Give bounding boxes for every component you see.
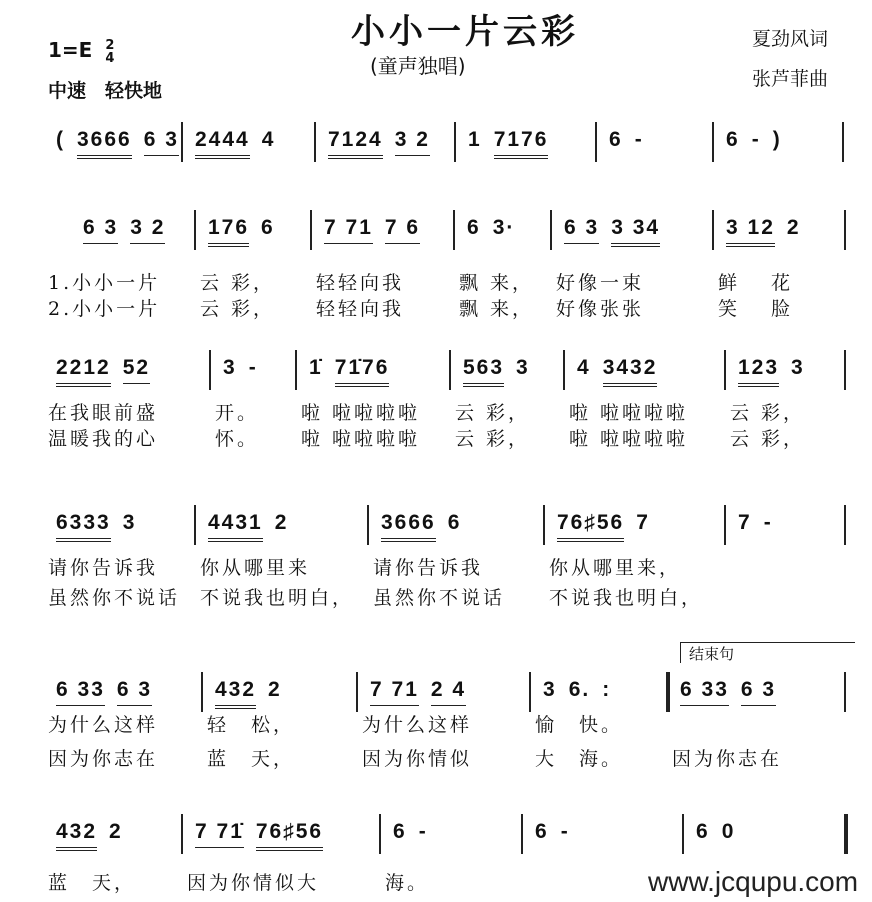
note-group: 52	[123, 356, 150, 384]
note-group: -	[634, 128, 644, 151]
measure	[362, 678, 535, 770]
lyric-verse-2: 因为你志在	[672, 748, 783, 770]
note-group: 563	[463, 356, 504, 387]
lyric-verse-2: 云 彩，	[730, 428, 806, 450]
measure	[200, 511, 373, 609]
lyric-verse-2: 飘 来，	[459, 298, 535, 320]
note-group: 2 4	[431, 678, 466, 706]
notes	[56, 820, 135, 851]
note-group: 432	[56, 820, 97, 851]
notes	[609, 128, 656, 155]
notes	[328, 128, 442, 159]
barline	[724, 350, 726, 390]
note-group: 76♯56	[557, 511, 624, 542]
lyric-verse-1: 轻轻向我	[316, 272, 405, 294]
note-group: 2	[268, 678, 282, 701]
note-group: 6	[467, 216, 481, 239]
lyric-verse-1: 蓝 天，	[48, 872, 137, 894]
staff-system	[0, 128, 872, 168]
notes	[208, 511, 300, 542]
measure	[48, 678, 207, 770]
notes	[726, 216, 813, 247]
notes	[463, 356, 542, 387]
performance-note: (童声独唱)	[370, 54, 466, 78]
measure	[569, 356, 730, 450]
measure	[535, 678, 672, 770]
barline	[194, 505, 196, 545]
measure	[455, 356, 569, 450]
lyric-verse-1: 啦 啦啦啦啦	[301, 402, 421, 424]
notes	[195, 820, 335, 851]
barline	[453, 210, 455, 250]
lyric-verse-1: 1.小小一片	[48, 272, 161, 294]
notes	[215, 678, 294, 709]
notes	[56, 511, 148, 542]
note-group: 6 3	[741, 678, 776, 706]
note-group: 3 34	[611, 216, 660, 247]
measure	[215, 356, 301, 450]
lyric-verse-2: 虽然你不说话	[48, 587, 181, 609]
barline	[543, 505, 545, 545]
lyric-verse-2: 啦 啦啦啦啦	[569, 428, 689, 450]
barline	[310, 210, 312, 250]
barline	[367, 505, 369, 545]
note-group: 3	[543, 678, 557, 701]
note-group: 3	[122, 511, 137, 534]
staff-system	[0, 356, 872, 450]
note-group: 6	[261, 216, 275, 239]
barline	[844, 505, 846, 545]
barline	[563, 350, 565, 390]
note-group: 4	[261, 128, 276, 151]
note-group: 1	[468, 128, 482, 151]
notes	[195, 128, 287, 159]
barline	[201, 672, 203, 712]
note-group: 6 33	[680, 678, 729, 706]
lyric-verse-1: 你从哪里来，	[549, 557, 682, 579]
note-group: 4	[577, 356, 591, 379]
note-group: 7124	[328, 128, 383, 159]
notes	[680, 678, 788, 706]
barline	[682, 814, 684, 854]
measure	[187, 820, 385, 894]
note-group: -	[763, 511, 773, 534]
composer-credit: 张芦菲曲	[752, 68, 829, 90]
staff-system	[0, 216, 872, 320]
measure	[672, 678, 850, 770]
barline	[449, 350, 451, 390]
barline	[844, 672, 846, 712]
lyric-verse-2: 因为你志在	[48, 748, 159, 770]
note-group: -	[248, 356, 258, 379]
note-group: 4431	[208, 511, 263, 542]
lyric-verse-1: 云 彩，	[730, 402, 806, 424]
note-group: 123	[738, 356, 779, 387]
lyric-verse-1: 愉 快。	[535, 714, 624, 736]
barline	[595, 122, 597, 162]
song-title: 小小一片云彩	[351, 12, 579, 52]
note-group: 7	[738, 511, 752, 534]
notes	[468, 128, 560, 159]
time-top: 2	[105, 37, 115, 53]
lyric-verse-2: 啦 啦啦啦啦	[301, 428, 421, 450]
notes	[696, 820, 747, 847]
lyric-verse-1: 因为你情似大	[187, 872, 320, 894]
barline	[181, 814, 183, 854]
lyric-verse-2: 虽然你不说话	[373, 587, 506, 609]
lyric-verse-1: 云 彩，	[200, 272, 276, 294]
note-group: 6	[393, 820, 407, 843]
measure	[730, 511, 850, 551]
lyric-verse-2: 蓝 天，	[207, 748, 296, 770]
final-barline	[844, 814, 848, 854]
measure	[373, 511, 549, 609]
note-group: 7 71̇	[195, 820, 244, 848]
note-group: 7176	[494, 128, 549, 159]
note-group: -	[751, 128, 761, 151]
lyric-verse-1: 开。	[215, 402, 260, 424]
tempo-marking: 中速 轻快地	[48, 80, 163, 102]
watermark: www.jcqupu.com	[648, 866, 859, 897]
lyric-verse-1: 轻 松，	[207, 714, 296, 736]
notes	[56, 678, 164, 706]
measure	[48, 820, 187, 894]
barline	[844, 350, 846, 390]
staff-system	[0, 511, 872, 609]
lyric-verse-2: 云 彩，	[455, 428, 531, 450]
notes	[738, 356, 817, 387]
note-group: -	[418, 820, 428, 843]
barline	[550, 210, 552, 250]
lyric-verse-1: 啦 啦啦啦啦	[569, 402, 689, 424]
note-group: 3 12	[726, 216, 775, 247]
notes	[83, 216, 177, 244]
note-group: 3·	[492, 216, 516, 239]
note-group: 7	[636, 511, 650, 534]
lyric-verse-1: 请你告诉我	[373, 557, 484, 579]
key-label: 1=E	[48, 38, 93, 62]
notes	[208, 216, 287, 247]
measure	[187, 128, 320, 168]
note-group: 3 2	[130, 216, 165, 244]
measure	[556, 216, 718, 320]
notes	[535, 820, 582, 847]
note-group: 3666	[381, 511, 436, 542]
lyric-verse-1: 请你告诉我	[48, 557, 159, 579]
notes	[309, 356, 401, 387]
note-group: 7 71	[324, 216, 373, 244]
measure	[48, 128, 187, 168]
barline	[181, 122, 183, 162]
measure	[48, 356, 215, 450]
barline	[209, 350, 211, 390]
lyric-verse-1: 在我眼前盛	[48, 402, 159, 424]
barline	[521, 814, 523, 854]
note-group: 6 3	[144, 128, 179, 156]
note-group: 2444	[195, 128, 250, 159]
note-group: 6333	[56, 511, 111, 542]
note-group: 432	[215, 678, 256, 709]
measure	[730, 356, 850, 450]
repeat-barline	[666, 672, 670, 712]
barline	[842, 122, 844, 162]
measure	[200, 216, 316, 320]
lyric-verse-2: 怀。	[215, 428, 260, 450]
note-group: (	[56, 128, 65, 151]
lyric-verse-2: 大 海。	[535, 748, 624, 770]
measure	[688, 820, 850, 860]
lyric-verse-1: 为什么这样	[362, 714, 473, 736]
note-group: 3	[791, 356, 805, 379]
barline	[295, 350, 297, 390]
lyric-verse-1: 云 彩，	[455, 402, 531, 424]
note-group: 3	[516, 356, 530, 379]
staff-system	[0, 678, 872, 770]
lyric-verse-2: 不说我也明白，	[200, 587, 355, 609]
measure	[48, 511, 200, 609]
note-group: 7 6	[385, 216, 420, 244]
notes	[738, 511, 785, 538]
note-group: 3 2	[395, 128, 430, 156]
ending-label: 结束句	[689, 645, 735, 663]
note-group: 3	[223, 356, 237, 379]
notes	[56, 356, 162, 387]
lyric-verse-2: 好像张张	[556, 298, 645, 320]
note-group: 2	[786, 216, 801, 239]
note-group: 71̇76	[335, 356, 390, 387]
notes	[223, 356, 270, 383]
note-group: 1̇	[309, 356, 323, 379]
lyric-verse-2: 2.小小一片	[48, 298, 161, 320]
lyric-verse-2: 不说我也明白，	[549, 587, 704, 609]
lyric-verse-2: 温暖我的心	[48, 428, 159, 450]
note-group: 6	[696, 820, 710, 843]
note-group: 6 3	[117, 678, 152, 706]
barline	[379, 814, 381, 854]
measure	[207, 678, 362, 770]
measure	[316, 216, 459, 320]
measure	[460, 128, 601, 168]
notes	[381, 511, 473, 542]
time-signature	[105, 39, 114, 65]
notes	[393, 820, 440, 847]
barline	[529, 672, 531, 712]
note-group: 6 3	[83, 216, 118, 244]
measure	[459, 216, 556, 320]
measure	[385, 820, 527, 894]
lyric-verse-2: 笑 脸	[718, 298, 794, 320]
measure	[718, 216, 850, 320]
measure	[601, 128, 718, 168]
lyricist-credit: 夏劲风词	[752, 28, 829, 50]
note-group: 3666	[77, 128, 132, 159]
lyric-verse-1: 飘 来，	[459, 272, 535, 294]
note-group: 6	[609, 128, 623, 151]
notes	[543, 678, 623, 705]
note-group: 176	[208, 216, 249, 247]
barline	[194, 210, 196, 250]
note-group: 6 33	[56, 678, 105, 706]
barline	[356, 672, 358, 712]
note-group: 6	[447, 511, 462, 534]
lyric-verse-1: 海。	[385, 872, 430, 894]
notes	[577, 356, 669, 387]
note-group: 6	[535, 820, 549, 843]
key-signature	[48, 38, 114, 65]
note-group: )	[772, 128, 782, 151]
measure	[48, 216, 200, 320]
lyric-verse-1: 你从哪里来	[200, 557, 311, 579]
note-group: 3432	[603, 356, 658, 387]
measure	[320, 128, 460, 168]
note-group: 0	[721, 820, 736, 843]
note-group: 2	[109, 820, 123, 843]
note-group: 76♯56	[256, 820, 323, 851]
notes	[467, 216, 527, 243]
note-group: 2	[274, 511, 289, 534]
measure	[301, 356, 455, 450]
measure	[527, 820, 688, 860]
barline	[314, 122, 316, 162]
lyric-verse-1: 为什么这样	[48, 714, 159, 736]
barline	[712, 210, 714, 250]
measure	[549, 511, 730, 609]
lyric-verse-1: 好像一束	[556, 272, 645, 294]
time-bottom: 4	[105, 50, 115, 66]
note-group: 2212	[56, 356, 111, 387]
note-group: 6 3	[564, 216, 599, 244]
note-group: -	[560, 820, 570, 843]
note-group: 6	[726, 128, 740, 151]
ending-bracket	[680, 642, 855, 663]
notes	[56, 128, 191, 159]
notes	[324, 216, 432, 244]
barline	[724, 505, 726, 545]
note-group: 6.	[568, 678, 591, 701]
barline	[844, 210, 846, 250]
barline	[712, 122, 714, 162]
note-group: 7 71	[370, 678, 419, 706]
lyric-verse-1: 鲜 花	[718, 272, 794, 294]
lyric-verse-2: 云 彩，	[200, 298, 276, 320]
notes	[370, 678, 478, 706]
notes	[726, 128, 794, 155]
barline	[454, 122, 456, 162]
lyric-verse-2: 因为你情似	[362, 748, 473, 770]
note-group: :	[602, 678, 612, 701]
lyric-verse-2: 轻轻向我	[316, 298, 405, 320]
notes	[564, 216, 672, 247]
notes	[557, 511, 662, 542]
measure	[718, 128, 848, 168]
